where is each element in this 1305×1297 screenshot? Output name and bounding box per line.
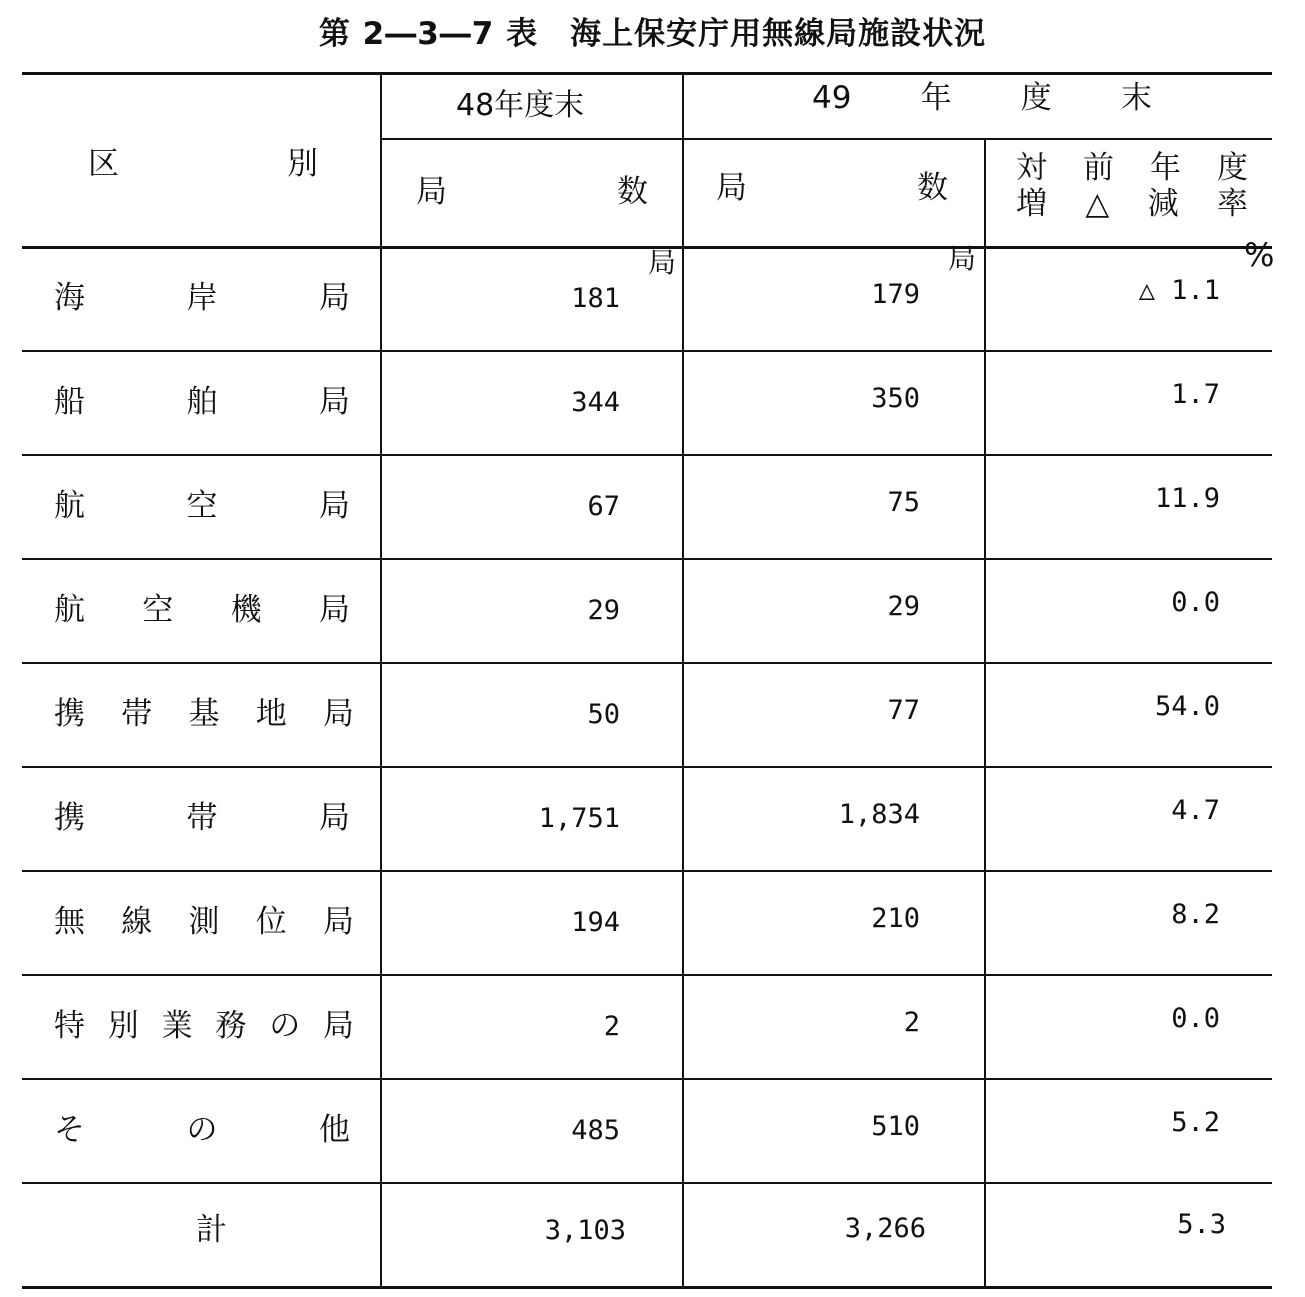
row-value-48: 50 — [587, 699, 620, 730]
row-rate: 4.7 — [1171, 795, 1220, 826]
header-subrule — [380, 138, 1272, 140]
row-value-49: 75 — [887, 487, 920, 518]
header-rate-top-char: 年 — [1150, 150, 1181, 186]
bottom-rule — [22, 1286, 1272, 1289]
row-label-char: 位 — [255, 904, 287, 940]
row-label-char: 空 — [142, 592, 174, 628]
header-year49-char: 末 — [1120, 80, 1152, 116]
header-year49-char: 度 — [1020, 80, 1052, 116]
row-label — [54, 280, 350, 316]
header-rate-bottom — [1016, 186, 1248, 222]
row-divider — [22, 974, 1272, 976]
row-value-49: 29 — [887, 591, 920, 622]
header-year49 — [812, 80, 1152, 116]
row-label-char: 帯 — [186, 800, 218, 836]
row-value-48: 1,751 — [538, 803, 620, 834]
row-label-char: 携 — [54, 696, 85, 732]
header-year49-char: 年 — [920, 80, 952, 116]
row-value-48: 344 — [571, 387, 620, 418]
row-label-char: の — [269, 1008, 301, 1044]
row-divider — [22, 558, 1272, 560]
row-value-48: 181 — [571, 283, 620, 314]
row-rate: 0.0 — [1171, 587, 1220, 618]
row-rate: 1.7 — [1171, 379, 1220, 410]
header-rate-bottom-char: 減 — [1147, 186, 1179, 222]
row-value-49: 1,834 — [838, 799, 920, 830]
row-label — [54, 904, 354, 940]
row-label-char: 航 — [54, 592, 85, 628]
header-count49-char: 局 — [716, 170, 747, 206]
row-label — [54, 384, 350, 420]
row-label-char: 携 — [54, 800, 85, 836]
row-value-48: 194 — [571, 907, 620, 938]
total-label: 計 — [196, 1212, 227, 1248]
row-label-char: 局 — [318, 592, 350, 628]
row-label-char: 船 — [54, 384, 85, 420]
row-label-char: 特 — [54, 1008, 85, 1044]
row-label-char: 業 — [161, 1008, 193, 1044]
row-rate: 54.0 — [1154, 691, 1220, 722]
unit-count48: 局 — [648, 246, 677, 279]
col-rule-c — [984, 138, 986, 1286]
row-label-char: 局 — [319, 488, 350, 524]
total-value-48: 3,103 — [544, 1215, 626, 1246]
header-count49 — [716, 170, 948, 206]
row-label-char: 基 — [188, 696, 220, 732]
row-value-49: 77 — [887, 695, 920, 726]
row-value-49: 350 — [871, 383, 920, 414]
header-category-char: 別 — [287, 146, 318, 182]
header-count48-char: 数 — [617, 174, 648, 210]
header-count48-char: 局 — [416, 174, 447, 210]
row-label-char: 局 — [319, 280, 350, 316]
row-value-48: 485 — [571, 1115, 620, 1146]
row-value-49: 179 — [871, 279, 920, 310]
row-label-char: 海 — [54, 280, 85, 316]
row-label-char: そ — [54, 1112, 85, 1148]
row-label-char: 測 — [188, 904, 220, 940]
row-value-49: 510 — [871, 1111, 920, 1142]
header-count49-char: 数 — [917, 170, 948, 206]
unit-count49: 局 — [948, 242, 977, 275]
row-value-48: 67 — [587, 491, 620, 522]
row-label-char: 無 — [54, 904, 85, 940]
row-label-char: 地 — [255, 696, 287, 732]
header-category-char: 区 — [88, 146, 119, 182]
row-divider — [22, 350, 1272, 352]
row-divider — [22, 1182, 1272, 1184]
row-label-char: 局 — [323, 904, 354, 940]
header-bottom-rule — [22, 246, 1272, 249]
row-label-char: 航 — [54, 488, 85, 524]
header-rate-bottom-char: 増 — [1016, 186, 1047, 222]
row-label-char: の — [186, 1112, 218, 1148]
header-rate-top-char: 対 — [1016, 150, 1047, 186]
header-rate-top — [1016, 150, 1248, 186]
row-rate: 0.0 — [1171, 1003, 1220, 1034]
header-rate-bottom-char: 率 — [1216, 186, 1248, 222]
row-label-char: 機 — [230, 592, 262, 628]
row-value-48: 2 — [603, 1011, 620, 1042]
row-label — [54, 592, 350, 628]
col-rule-b — [682, 72, 684, 1286]
row-label-char: 線 — [121, 904, 153, 940]
row-value-48: 29 — [587, 595, 620, 626]
row-label-char: 舶 — [186, 384, 218, 420]
row-divider — [22, 662, 1272, 664]
row-label-char: 他 — [319, 1112, 350, 1148]
row-divider — [22, 1078, 1272, 1080]
row-label — [54, 488, 350, 524]
header-category — [88, 146, 318, 182]
header-year48: 48年度末 — [456, 88, 585, 123]
row-label-char: 局 — [323, 696, 354, 732]
row-label — [54, 800, 350, 836]
header-rate-top-char: 度 — [1217, 150, 1248, 186]
row-rate: 11.9 — [1154, 483, 1220, 514]
row-label-char: 帯 — [121, 696, 153, 732]
row-label-char: 務 — [215, 1008, 247, 1044]
row-value-49: 210 — [871, 903, 920, 934]
col-rule-a — [380, 72, 382, 1286]
header-year49-char: 49 — [812, 80, 852, 116]
row-divider — [22, 766, 1272, 768]
header-rate-top-char: 前 — [1083, 150, 1114, 186]
row-label-char: 岸 — [186, 280, 218, 316]
row-label — [54, 1112, 350, 1148]
row-label-char: 別 — [107, 1008, 139, 1044]
row-rate: 8.2 — [1171, 899, 1220, 930]
row-rate: 5.2 — [1171, 1107, 1220, 1138]
total-rate: 5.3 — [1177, 1209, 1226, 1240]
row-divider — [22, 870, 1272, 872]
header-count48 — [416, 174, 648, 210]
row-label-char: 局 — [322, 1008, 354, 1044]
row-rate: △ 1.1 — [1138, 275, 1220, 306]
row-divider — [22, 454, 1272, 456]
row-label-char: 局 — [319, 800, 350, 836]
header-rate-bottom-char: △ — [1085, 186, 1110, 222]
top-rule — [22, 72, 1272, 75]
row-value-49: 2 — [903, 1007, 920, 1038]
row-label-char: 空 — [186, 488, 218, 524]
row-label — [54, 1008, 354, 1044]
table-title: 第 2―3―7 表 海上保安庁用無線局施設状況 — [318, 16, 987, 52]
total-value-49: 3,266 — [844, 1213, 926, 1244]
unit-rate: % — [1244, 236, 1275, 274]
row-label — [54, 696, 354, 732]
row-label-char: 局 — [319, 384, 350, 420]
